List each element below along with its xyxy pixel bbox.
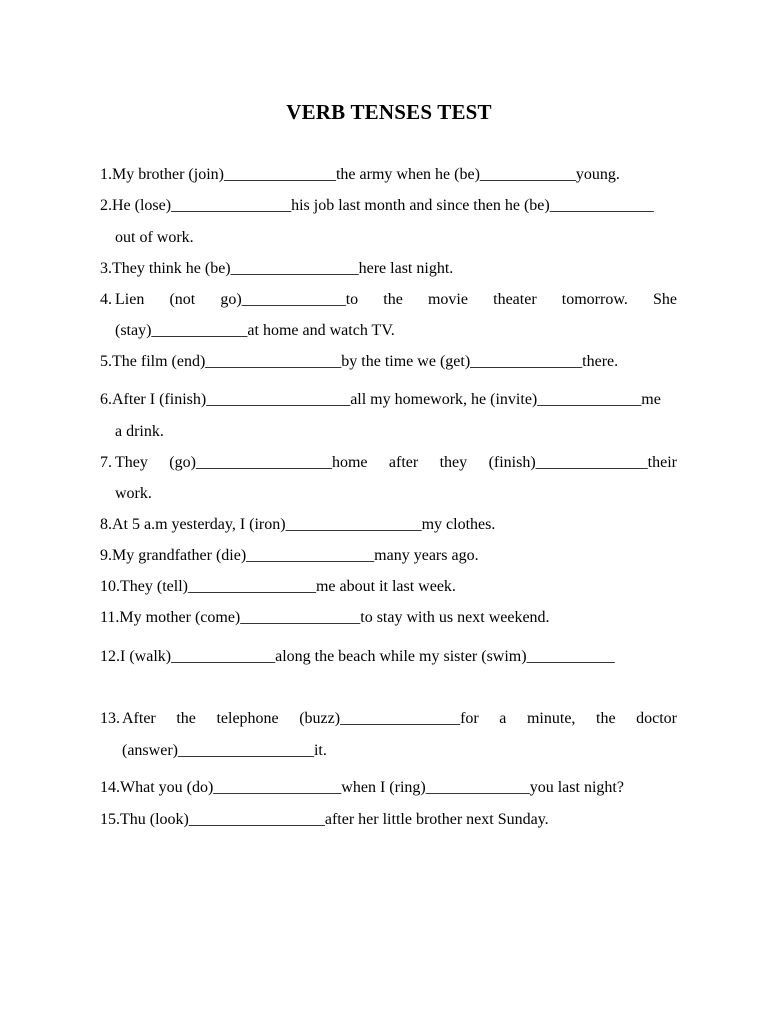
question-4-line-1	[115, 284, 677, 315]
question-14	[100, 772, 624, 803]
question-text: They (tell)________________me about it last week.	[120, 578, 456, 595]
question-13-continuation	[122, 735, 327, 766]
question-text: After the telephone (buzz)_______________for a minute, the doctor	[122, 710, 677, 727]
question-text: He (lose)_______________his job last month and since then he (be)_____________	[112, 197, 654, 214]
question-text: (answer)_________________it.	[122, 742, 327, 759]
question-text: (stay)____________at home and watch TV.	[115, 322, 395, 339]
question-number: 13.	[100, 710, 120, 727]
question-text: Thu (look)_________________after her little brother next Sunday.	[120, 811, 549, 828]
question-13-line-1	[122, 703, 677, 734]
question-12	[100, 641, 615, 672]
question-number: 14.	[100, 779, 120, 796]
question-13	[100, 703, 120, 734]
question-number: 7.	[100, 454, 112, 471]
question-1	[100, 159, 620, 190]
question-text: My brother (join)______________the army when he (be)____________young.	[112, 166, 620, 183]
question-text: They (go)_________________home after they (finish)______________their	[115, 454, 677, 471]
question-number: 6.	[100, 391, 112, 408]
question-6	[100, 384, 661, 415]
question-number: 2.	[100, 197, 112, 214]
question-text: a drink.	[115, 423, 164, 440]
question-text: Lien (not go)_____________to the movie theater tomorrow. She	[115, 291, 677, 308]
question-11	[100, 602, 550, 633]
question-2	[100, 190, 654, 221]
question-number: 9.	[100, 547, 112, 564]
question-text: My grandfather (die)________________many years ago.	[112, 547, 479, 564]
question-3	[100, 253, 453, 284]
question-10	[100, 571, 456, 602]
question-number: 11.	[100, 609, 120, 626]
question-text: At 5 a.m yesterday, I (iron)_________________my clothes.	[112, 516, 496, 533]
question-text: After I (finish)__________________all my homework, he (invite)_____________me	[112, 391, 661, 408]
question-number: 8.	[100, 516, 112, 533]
question-5	[100, 346, 618, 377]
question-text: My mother (come)_______________to stay with us next weekend.	[119, 609, 550, 626]
question-2-continuation	[115, 222, 194, 253]
question-number: 4.	[100, 291, 112, 308]
question-number: 5.	[100, 353, 112, 370]
question-6-continuation	[115, 416, 164, 447]
question-8	[100, 509, 495, 540]
question-7-line-1	[115, 447, 677, 478]
question-7	[100, 447, 112, 478]
question-number: 3.	[100, 260, 112, 277]
question-text: work.	[115, 485, 152, 502]
question-15	[100, 804, 549, 835]
question-4-continuation	[115, 315, 395, 346]
question-text: I (walk)_____________along the beach while my sister (swim)___________	[120, 648, 615, 665]
question-4	[100, 284, 112, 315]
question-number: 12.	[100, 648, 120, 665]
question-9	[100, 540, 479, 571]
question-7-continuation	[115, 478, 152, 509]
question-number: 10.	[100, 578, 120, 595]
question-text: The film (end)_________________by the time we (get)______________there.	[112, 353, 619, 370]
question-number: 15.	[100, 811, 120, 828]
question-text: What you (do)________________when I (ring)_____________you last night?	[120, 779, 624, 796]
question-text: out of work.	[115, 229, 194, 246]
question-number: 1.	[100, 166, 112, 183]
page-title: VERB TENSES TEST	[286, 100, 492, 124]
question-text: They think he (be)________________here last night.	[112, 260, 454, 277]
